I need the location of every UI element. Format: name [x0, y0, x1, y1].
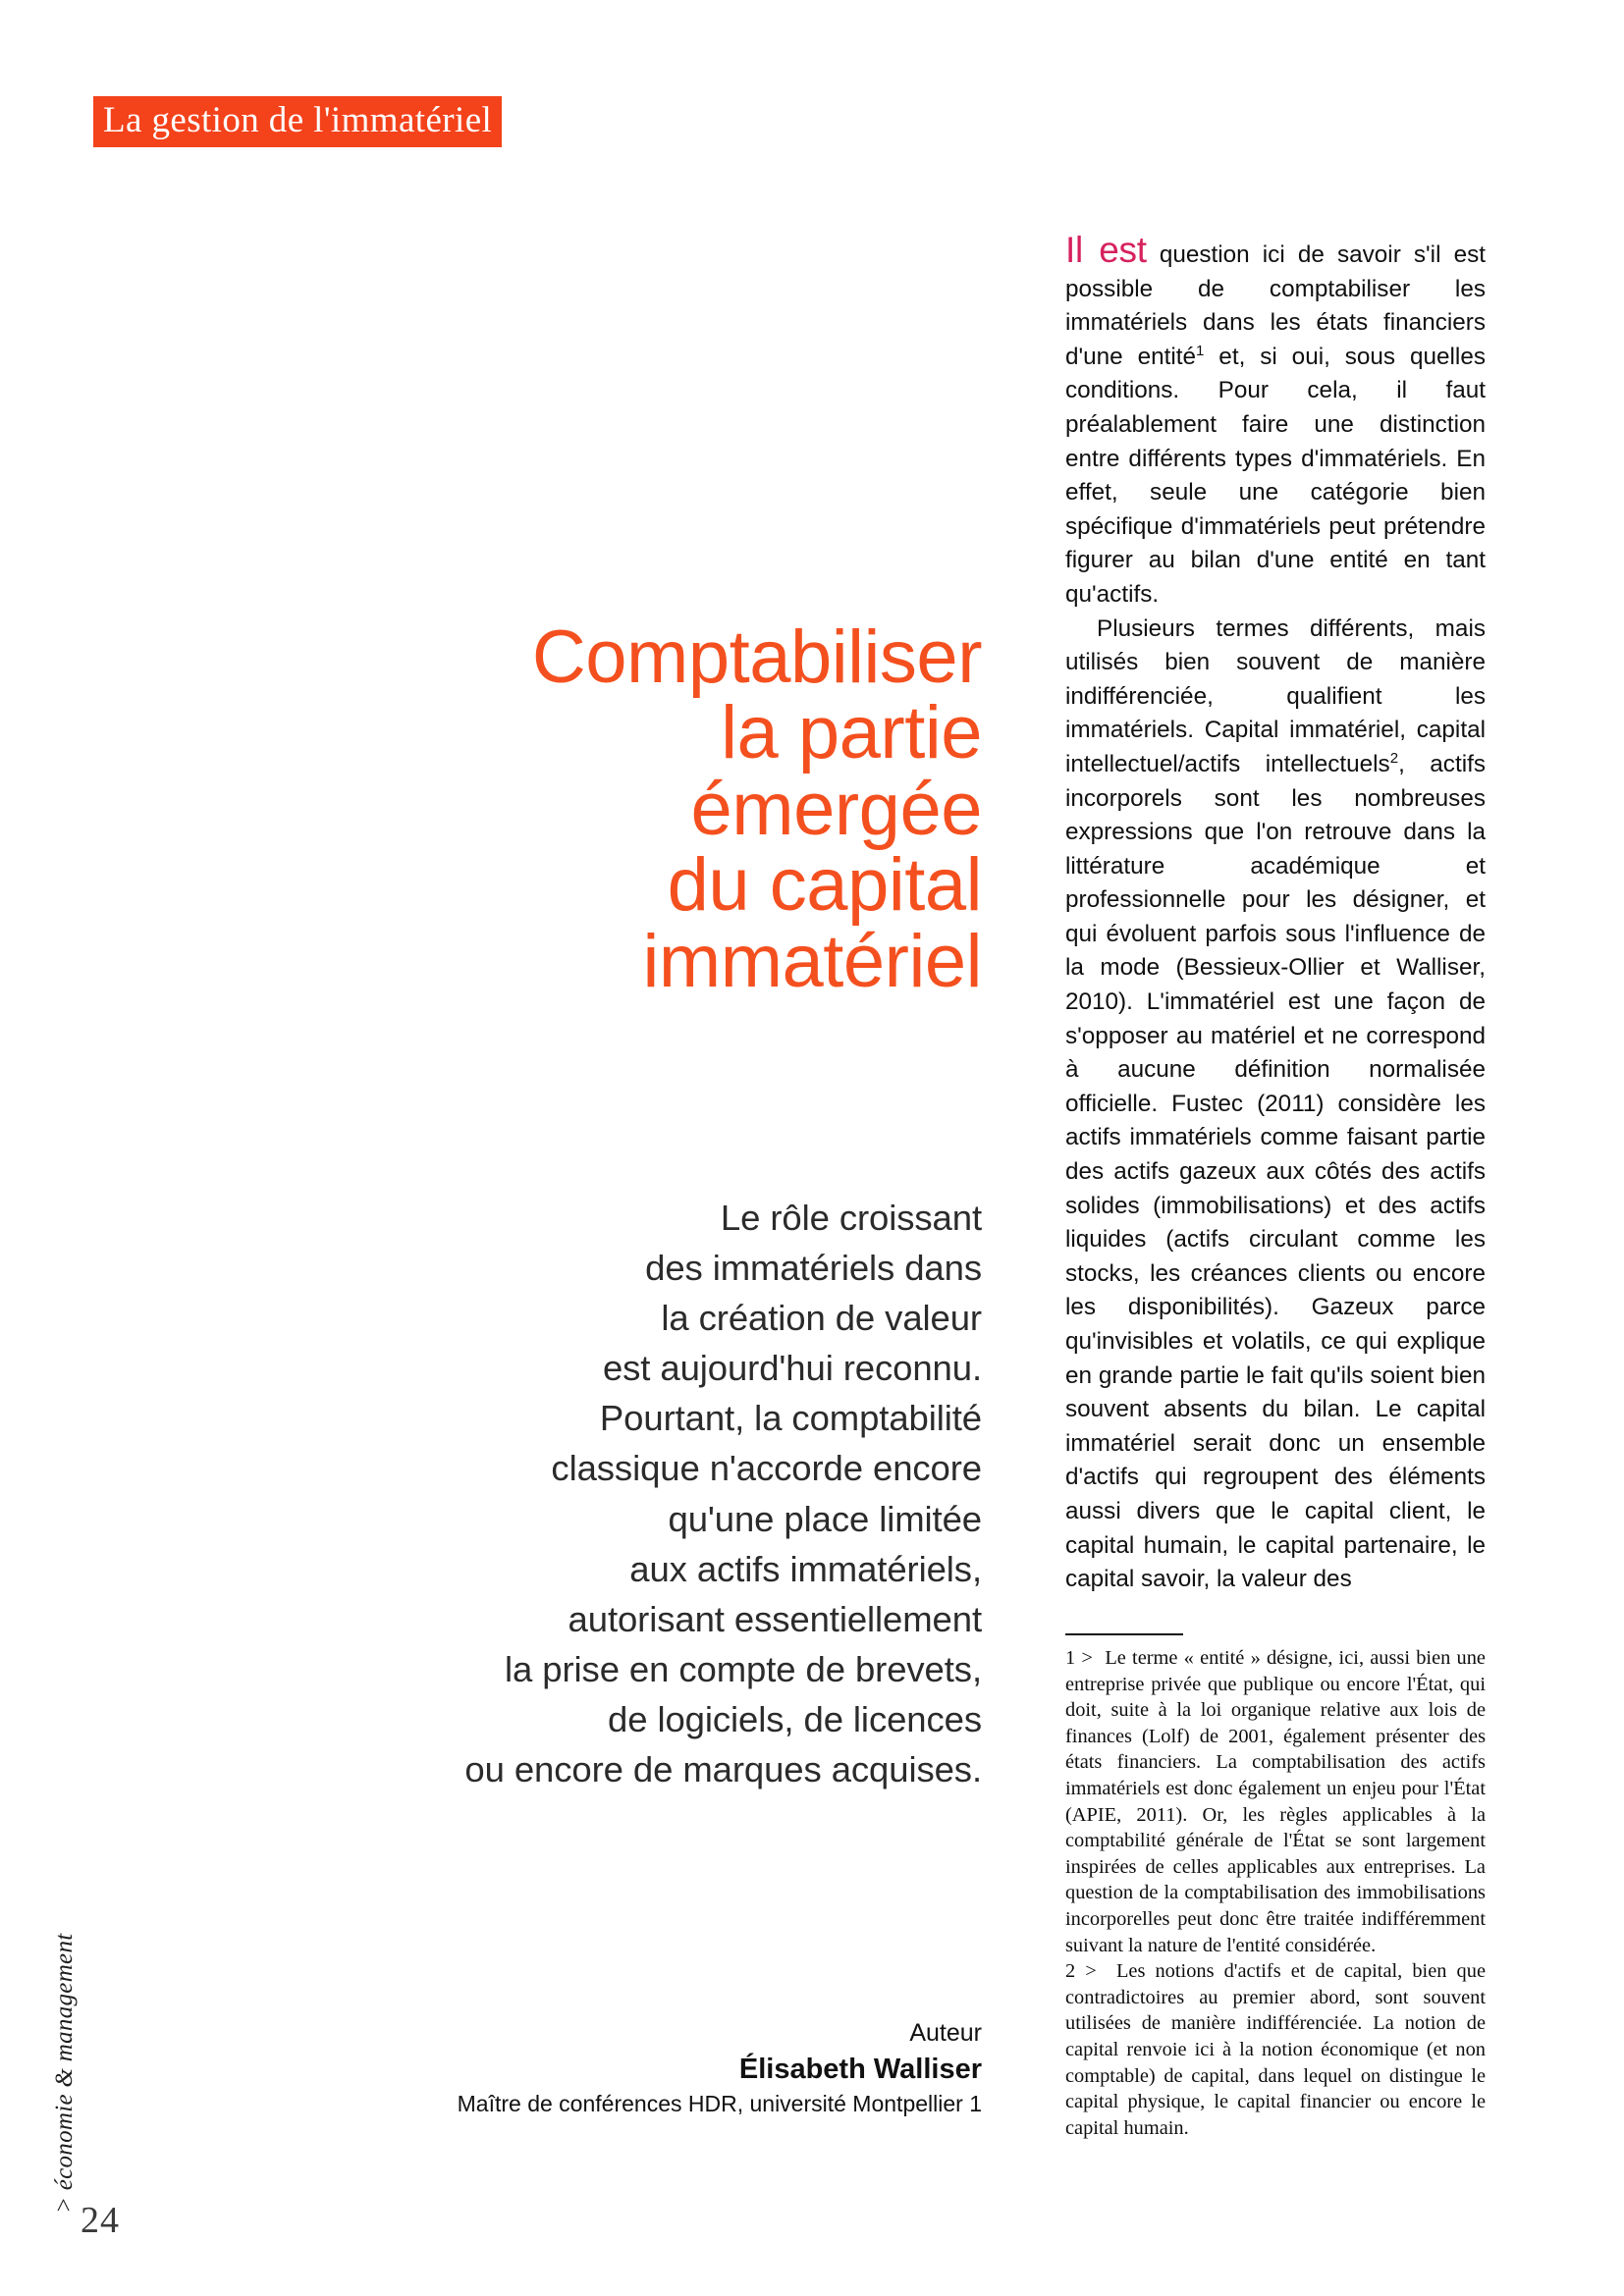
body-paragraph-2-part-a: Plusieurs termes différents, mais utilisés bien souvent de manière indifférenciée, qualifient les immatériels. Capital immatériel, capital intellectuel/actifs intellectuels: [1065, 614, 1486, 777]
standfirst-line: la prise en compte de brevets,: [505, 1648, 982, 1689]
article-title: [167, 614, 982, 1003]
body-column: [1065, 232, 1486, 1597]
standfirst-line: est aujourd'hui reconnu.: [602, 1348, 982, 1389]
standfirst-line: des immatériels dans: [645, 1248, 982, 1289]
page-number: 24: [81, 2200, 120, 2241]
article-title-line-4: du capital: [667, 843, 982, 928]
footnotes-block: [1065, 1633, 1486, 2141]
standfirst-line: Le rôle croissant: [720, 1198, 982, 1238]
body-paragraph-1-part-b: et, si oui, sous quelles conditions. Pour cela, il faut préalablement faire une distinction entre différents types d'immatériels. En effet, seule une catégorie bien spécifique d'immatériels peut prétendre figurer au bilan d'une entité en tant qu'actifs.: [1065, 343, 1486, 608]
footnote-separator-rule: [1065, 1633, 1183, 1635]
author-block: [295, 2017, 982, 2119]
author-label: Auteur: [909, 2019, 982, 2047]
body-paragraph-1-part-a: question ici de savoir s'il est possible de comptabiliser les immatériels dans les états financiers d'une entité: [1065, 241, 1486, 370]
body-paragraph-2: [1065, 613, 1486, 1597]
standfirst-line: la création de valeur: [661, 1298, 982, 1339]
standfirst-line: aux actifs immatériels,: [629, 1548, 982, 1589]
standfirst-line: ou encore de marques acquises.: [464, 1749, 982, 1790]
footnote-ref-1[interactable]: 1: [1196, 342, 1205, 359]
footnote-ref-2[interactable]: 2: [1389, 749, 1399, 767]
article-title-line-5: immatériel: [642, 919, 982, 1003]
side-rubric: [51, 1821, 118, 2214]
standfirst-line: qu'une place limitée: [668, 1498, 982, 1539]
footnote-item: [1065, 1645, 1486, 1958]
footnote-marker: 1 >: [1065, 1647, 1093, 1669]
body-paragraph-1: [1065, 232, 1486, 613]
article-title-line-2: la partie: [721, 691, 982, 775]
article-title-line-1: Comptabiliser: [531, 614, 982, 699]
footnote-item: [1065, 1958, 1486, 2141]
footnote-text: Le terme « entité » désigne, ici, aussi bien une entreprise privée que publique ou encore l'État, qui doit, suite à la loi organique relative aux lois de finances (Lolf) de 2001, également présenter des états financiers. La comptabilisation des actifs immatériels est donc également un enjeu pour l'État (APIE, 2011). Or, les règles applicables à la comptabilité générale de l'État se sont largement inspirées de celles applicables aux entreprises. La question de la comptabilisation des immobilisations incorporelles peut donc être traitée indifféremment suivant la nature de l'entité considérée.: [1065, 1647, 1486, 1956]
standfirst: [196, 1193, 982, 1794]
author-name: Élisabeth Walliser: [738, 2053, 982, 2085]
lead-in-words: Il est: [1065, 230, 1147, 270]
footnote-marker: 2 >: [1065, 1960, 1097, 1983]
standfirst-line: classique n'accorde encore: [551, 1448, 982, 1489]
running-head-banner: La gestion de l'immatériel: [93, 96, 502, 147]
author-affiliation: Maître de conférences HDR, université Montpellier 1: [457, 2090, 982, 2116]
side-rubric-label: > économie & management: [51, 1933, 78, 2214]
footnote-text: Les notions d'actifs et de capital, bien que contradictoires au premier abord, sont souvent utilisées de manière indifférenciée. La notion de capital renvoie ici à la notion économique (et non comptable) de capital, dans lequel on distingue le capital physique, le capital financier ou encore le capital humain.: [1065, 1960, 1486, 2139]
body-text: [1065, 232, 1486, 1597]
article-title-line-3: émergée: [690, 767, 982, 851]
body-paragraph-2-part-b: , actifs incorporels sont les nombreuses expressions que l'on retrouve dans la littérature académique et professionnelle pour les désigner, et qui évoluent parfois sous l'influence de la mode (Bessieux-Ollier et Walliser, 2010). L'immatériel est une façon de s'opposer au matériel et ne correspond à aucune définition normalisée officielle. Fustec (2011) considère les actifs immatériels comme faisant partie des actifs gazeux aux côtés des actifs solides (immobilisations) et des actifs liquides (actifs circulant comme les stocks, les créances clients ou encore les disponibilités). Gazeux parce qu'invisibles et volatils, ce qui explique en grande partie le fait qu'ils soient bien souvent absents du bilan. Le capital immatériel serait donc un ensemble d'actifs qui regroupent des éléments aussi divers que le capital client, le capital humain, le capital partenaire, le capital savoir, la valeur des: [1065, 750, 1486, 1593]
standfirst-line: Pourtant, la comptabilité: [599, 1398, 982, 1439]
standfirst-line: de logiciels, de licences: [608, 1698, 982, 1739]
standfirst-line: autorisant essentiellement: [568, 1598, 982, 1639]
